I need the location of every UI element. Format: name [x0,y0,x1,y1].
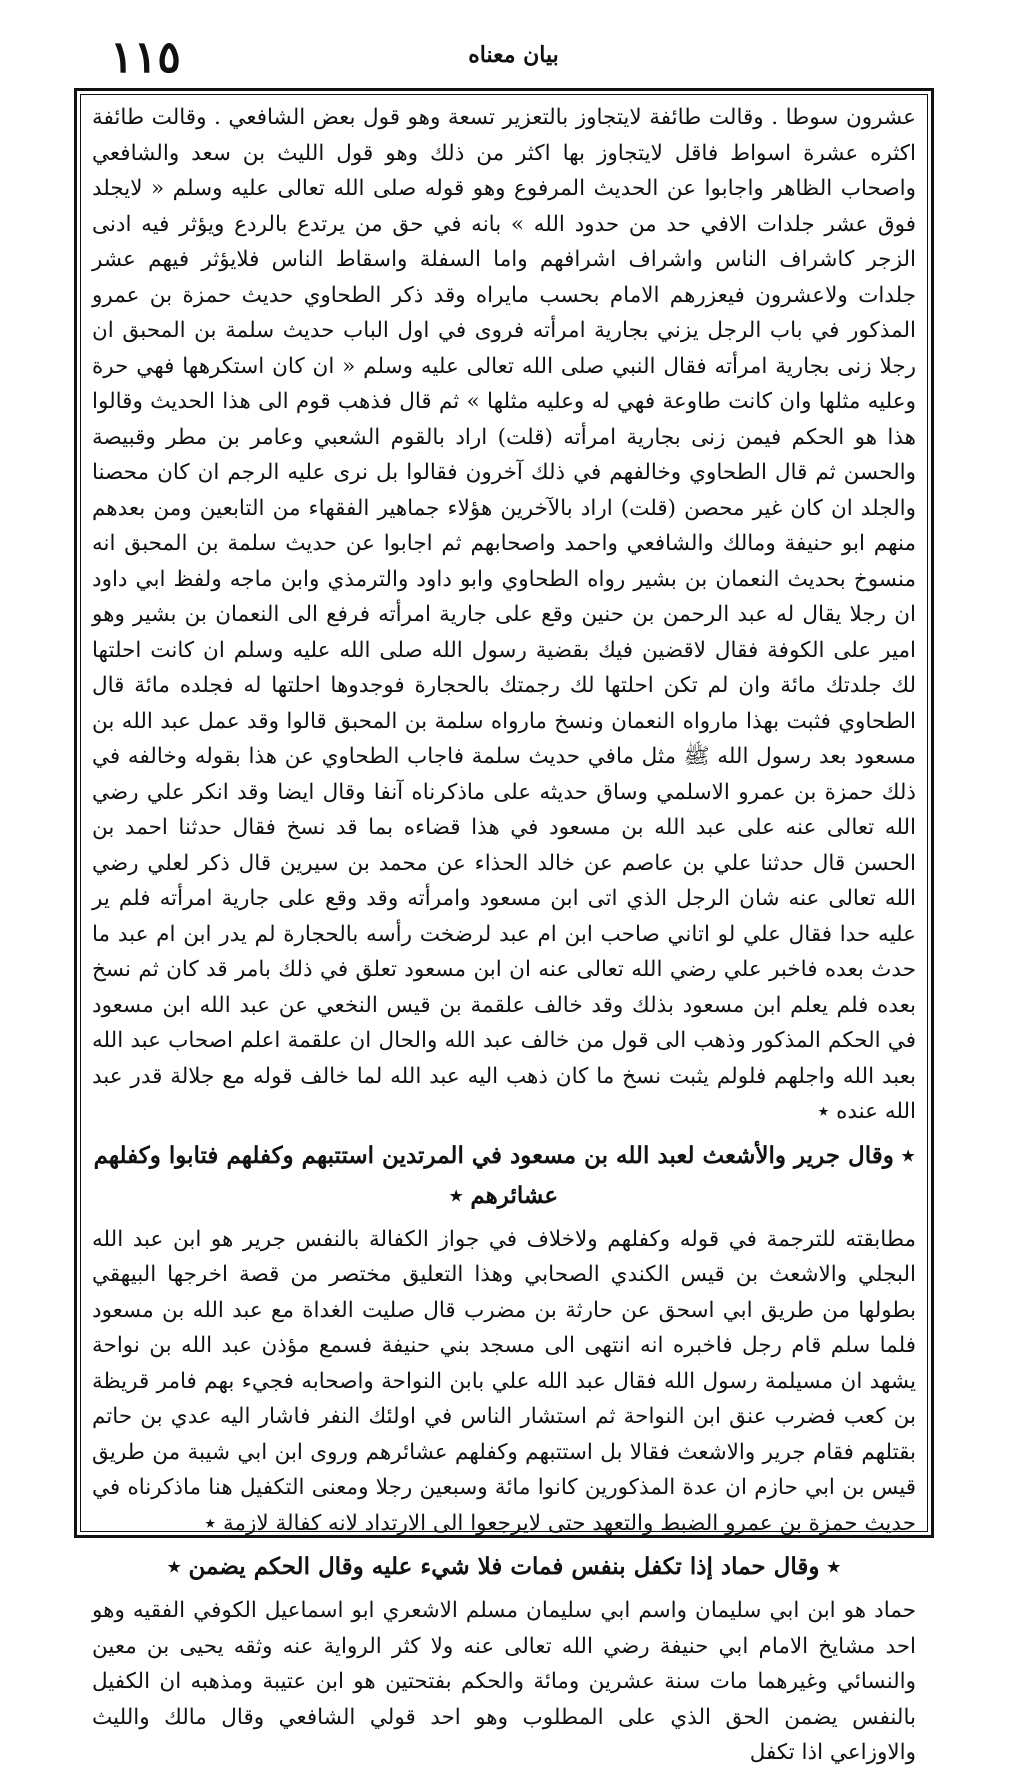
text-body [92,100,917,1765]
running-title: بيان معناه [468,42,559,68]
section-heading-1: ٭ وقال جرير والأشعث لعبد الله بن مسعود في المرتدين استتبهم وكفلهم فتابوا وكفلهم عشائرهم ٭ [93,1141,915,1209]
paragraph-2: مطابقته للترجمة في قوله وكفلهم ولاخلاف في جواز الكفالة بالنفس جرير هو ابن عبد الله البجلي والاشعث بن قيس الكندي الصحابي وهذا التعليق مختصر من قصة اخرجها البيهقي بطولها من طريق ابي اسحق عن حارثة بن مضرب قال صليت الغداة مع عبد الله بن مسعود فلما سلم قام رجل فاخبره انه انتهى الى مسجد بني حنيفة فسمع مؤذن عبد الله بن نواحة يشهد ان مسيلمة رسول الله فقال عبد الله علي بابن النواحة واصحابه فجيء بهم فامر قريظة بن كعب فضرب عنق ابن النواحة ثم استشار الناس في اولئك النفر فاشار اليه عدي بن حاتم بقتلهم فقام جرير والاشعث فقالا بل استتبهم وكفلهم عشائرهم وروى ابن ابي شيبة من طريق قيس بن ابي حازم ان عدة المذكورين كانوا مائة وسبعين رجلا ومعنى التكفيل هنا ماذكرناه في حديث حمزة بن عمرو الضبط والتعهد حتى لايرجعوا الى الارتداد لانه كفالة لازمة ٭ [92,1226,916,1536]
page-number: ١١٥ [110,32,181,83]
page-header [60,26,967,86]
section-heading-2: ٭ وقال حماد إذا تكفل بنفس فمات فلا شيء عليه وقال الحكم يضمن ٭ [168,1553,840,1580]
paragraph-1: عشرون سوطا . وقالت طائفة لايتجاوز بالتعزير تسعة وهو قول بعض الشافعي . وقالت طائفة اكثره عشرة اسواط فاقل لايتجاوز بها اكثر من ذلك وهو قول الليث بن سعد والشافعي واصحاب الظاهر واجابوا عن الحديث المرفوع وهو قوله صلى الله تعالى عليه وسلم « لايجلد فوق عشر جلدات الافي حد من حدود الله » بانه في حق من يرتدع بالردع ويؤثر فيه ادنى الزجر كاشراف الناس واشراف اشرافهم واما السفلة واسقاط الناس فلايؤثر فيهم عشر جلدات ولاعشرون فيعزرهم الامام بحسب مايراه وقد ذكر الطحاوي حديث حمزة بن عمرو المذكور في باب الرجل يزني بجارية امرأته فروى في اول الباب حديث سلمة بن المحبق ان رجلا زنى بجارية امرأته فقال النبي صلى الله تعالى عليه وسلم « ان كان استكرهها فهي حرة وعليه مثلها وان كانت طاوعة فهي له وعليه مثلها » ثم قال فذهب قوم الى هذا الحديث وقالوا هذا هو الحكم فيمن زنى بجارية امرأته (قلت) اراد بالقوم الشعبي وعامر بن مطر وقبيصة والحسن ثم قال الطحاوي وخالفهم في ذلك آخرون فقالوا بل نرى عليه الرجم ان كان محصنا والجلد ان كان غير محصن (قلت) اراد بالآخرين هؤلاء جماهير الفقهاء من التابعين ومن بعدهم منهم ابو حنيفة ومالك والشافعي واحمد واصحابهم ثم اجابوا عن حديث سلمة بن المحبق انه منسوخ بحديث النعمان بن بشير رواه الطحاوي وابو داود والترمذي وابن ماجه ولفظ ابي داود ان رجلا يقال له عبد الرحمن بن حنين وقع على جارية امرأته فرفع الى النعمان بن بشير وهو امير على الكوفة فقال لاقضين فيك بقضية رسول الله صلى الله عليه وسلم ان كانت احلتها لك جلدتك مائة وان لم تكن احلتها لك رجمتك بالحجارة فوجدوها احلتها له فجلده مائة قال الطحاوي فثبت بهذا مارواه النعمان ونسخ مارواه سلمة بن المحبق قالوا وقد عمل عبد الله بن مسعود بعد رسول الله ﷺ مثل مافي حديث سلمة فاجاب الطحاوي عن هذا بقوله وخالفه في ذلك حمزة بن عمرو الاسلمي وساق حديثه على ماذكرناه آنفا وقال ايضا وقد انكر علي رضي الله تعالى عنه على عبد الله بن مسعود في هذا قضاءه بما قد نسخ فقال حدثنا احمد بن الحسن قال حدثنا علي بن عاصم عن خالد الحذاء عن محمد بن سيرين قال ذكر لعلي رضي الله تعالى عنه شان الرجل الذي اتى ابن مسعود وامرأته وقد وقع على جارية امرأته فلم ير عليه حدا فقال علي لو اتاني صاحب ابن ام عبد لرضخت رأسه بالحجارة لم يدر ابن ام عبد ما حدث بعده فاخبر علي رضي الله تعالى عنه ان ابن مسعود تعلق في ذلك بامر قد كان ثم نسخ بعده فلم يعلم ابن مسعود بذلك وقد خالف علقمة بن قيس النخعي عن عبد الله ابن مسعود في الحكم المذكور وذهب الى قول من خالف عبد الله والحال ان علقمة اعلم اصحاب عبد الله بعبد الله واجلهم فلولم يثبت نسخ ما كان ذهب اليه عبد الله لما خالف قوله مع جلالة قدر عبد الله عنده ٭ [92,105,917,1124]
paragraph-3: حماد هو ابن ابي سليمان واسم ابي سليمان مسلم الاشعري ابو اسماعيل الكوفي الفقيه وهو احد مشايخ الامام ابي حنيفة رضي الله تعالى عنه ولا كثر الرواية عنه وثقه يحيى بن معين والنسائي وغيرهما مات سنة عشرين ومائة والحكم بفتحتين هو ابن عتيبة ومذهبه ان الكفيل بالنفس يضمن الحق الذي على المطلوب وهو احد قولي الشافعي وقال مالك والليث والاوزاعي اذا تكفل [92,1598,916,1765]
